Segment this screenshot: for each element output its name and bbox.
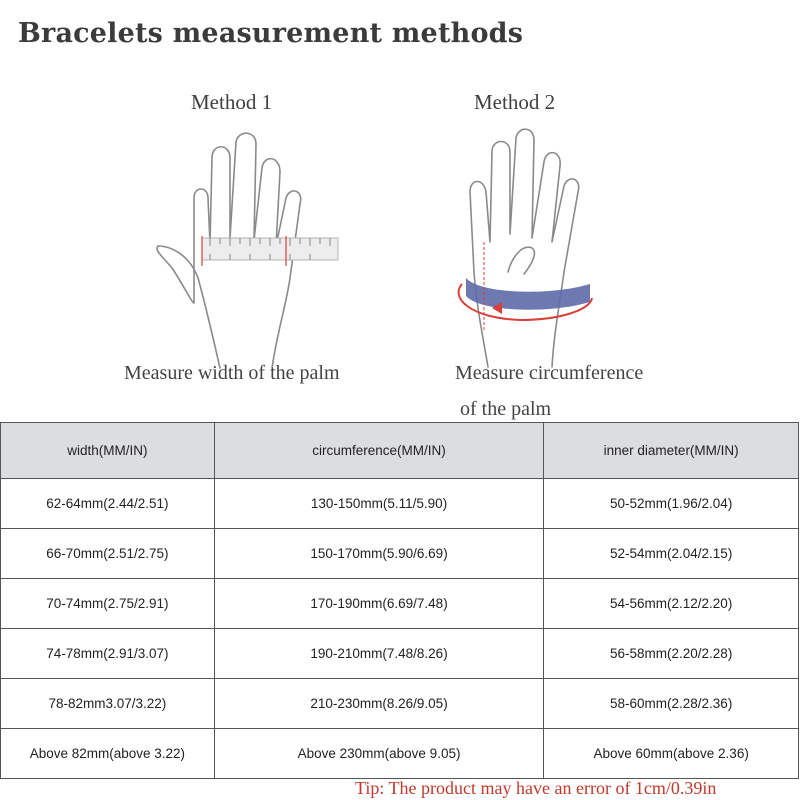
hand-ruler-illustration — [150, 128, 340, 373]
hand-band-illustration — [440, 122, 610, 372]
cell-inner-diameter: 50-52mm(1.96/2.04) — [544, 479, 799, 529]
table-row — [1, 729, 799, 779]
method-2-caption-line-2: of the palm — [460, 398, 552, 420]
ruler-icon — [202, 236, 338, 266]
cell-width: 78-82mm3.07/3.22) — [1, 679, 215, 729]
cell-circumference: 130-150mm(5.11/5.90) — [214, 479, 544, 529]
cell-width: 66-70mm(2.51/2.75) — [1, 529, 215, 579]
error-tip: Tip: The product may have an error of 1cm/0.39in — [355, 778, 717, 798]
cell-circumference: 170-190mm(6.69/7.48) — [214, 579, 544, 629]
table-row — [1, 679, 799, 729]
header-width: width(MM/IN) — [1, 423, 215, 479]
cell-width: 74-78mm(2.91/3.07) — [1, 629, 215, 679]
cell-width: 62-64mm(2.44/2.51) — [1, 479, 215, 529]
table-row — [1, 629, 799, 679]
cell-circumference: 190-210mm(7.48/8.26) — [214, 629, 544, 679]
size-chart-table — [0, 422, 799, 779]
table-row — [1, 529, 799, 579]
cell-width: Above 82mm(above 3.22) — [1, 729, 215, 779]
header-inner-diameter: inner diameter(MM/IN) — [544, 423, 799, 479]
method-1-label: Method 1 — [191, 90, 273, 114]
method-1-caption: Measure width of the palm — [124, 362, 340, 384]
cell-circumference: Above 230mm(above 9.05) — [214, 729, 544, 779]
cell-inner-diameter: 56-58mm(2.20/2.28) — [544, 629, 799, 679]
cell-inner-diameter: 58-60mm(2.28/2.36) — [544, 679, 799, 729]
header-circumference: circumference(MM/IN) — [214, 423, 544, 479]
method-2-caption-line-1: Measure circumference — [455, 362, 644, 384]
cell-inner-diameter: 52-54mm(2.04/2.15) — [544, 529, 799, 579]
cell-inner-diameter: 54-56mm(2.12/2.20) — [544, 579, 799, 629]
table-row — [1, 479, 799, 529]
cell-inner-diameter: Above 60mm(above 2.36) — [544, 729, 799, 779]
cell-width: 70-74mm(2.75/2.91) — [1, 579, 215, 629]
table-row — [1, 579, 799, 629]
method-2-label: Method 2 — [474, 90, 556, 114]
table-header-row — [1, 423, 799, 479]
measuring-band-icon — [459, 242, 592, 332]
cell-circumference: 150-170mm(5.90/6.69) — [214, 529, 544, 579]
page-title: Bracelets measurement methods — [18, 18, 524, 49]
cell-circumference: 210-230mm(8.26/9.05) — [214, 679, 544, 729]
